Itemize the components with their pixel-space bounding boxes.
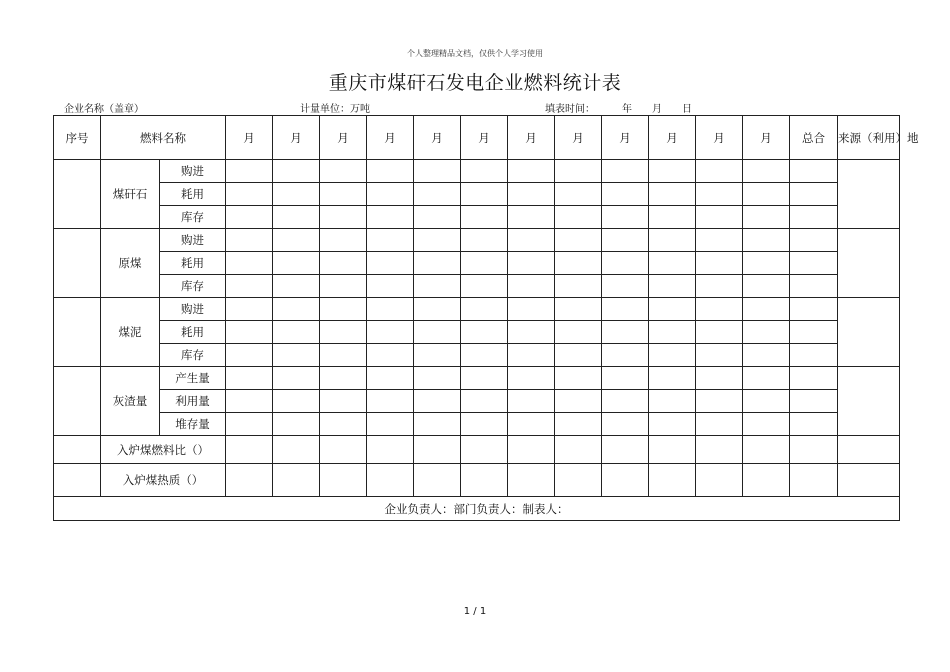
month-value-cell[interactable] — [226, 252, 273, 275]
month-value-cell[interactable] — [508, 160, 555, 183]
month-value-cell[interactable] — [273, 229, 320, 252]
month-value-cell[interactable] — [461, 206, 508, 229]
month-value-cell[interactable] — [508, 275, 555, 298]
table-row — [54, 252, 900, 275]
month-value-cell[interactable] — [649, 160, 696, 183]
month-value-cell[interactable] — [226, 183, 273, 206]
document-title: 重庆市煤矸石发电企业燃料统计表 — [328, 72, 622, 94]
month-value-cell[interactable] — [367, 413, 414, 436]
table-row — [54, 413, 900, 436]
month-value-cell[interactable] — [602, 436, 649, 464]
month-value-cell[interactable] — [743, 252, 790, 275]
header-month: 月 — [461, 116, 508, 160]
month-value-cell[interactable] — [226, 298, 273, 321]
month-value-cell[interactable] — [273, 367, 320, 390]
header-month: 月 — [367, 116, 414, 160]
month-value-cell[interactable] — [367, 206, 414, 229]
month-value-cell[interactable] — [649, 298, 696, 321]
header-fuel-name: 燃料名称 — [101, 116, 226, 160]
header-source: 来源（利用）地 — [838, 116, 900, 160]
month-value-cell[interactable] — [696, 390, 743, 413]
month-value-cell[interactable] — [555, 436, 602, 464]
fuel-sub-item: 库存 — [160, 206, 226, 229]
month-value-cell[interactable] — [555, 298, 602, 321]
header-month: 月 — [555, 116, 602, 160]
month-value-cell[interactable] — [555, 229, 602, 252]
month-value-cell[interactable] — [743, 206, 790, 229]
signature-line: 企业负责人：部门负责人：制表人： — [54, 497, 900, 521]
table-row — [54, 390, 900, 413]
month-value-cell[interactable] — [273, 160, 320, 183]
month-value-cell[interactable] — [320, 298, 367, 321]
fuel-sub-item: 购进 — [160, 160, 226, 183]
month-value-cell[interactable] — [320, 321, 367, 344]
month-value-cell[interactable] — [461, 298, 508, 321]
month-value-cell[interactable] — [696, 464, 743, 497]
month-label: 月 — [652, 104, 662, 115]
fuel-sub-item: 耗用 — [160, 252, 226, 275]
fuel-sub-item: 库存 — [160, 275, 226, 298]
month-value-cell[interactable] — [649, 229, 696, 252]
table-row — [54, 298, 900, 321]
total-cell[interactable] — [790, 436, 838, 464]
extra-row-label: 入炉煤热质（） — [101, 464, 226, 497]
watermark-text: 个人整理精品文档，仅供个人学习使用 — [407, 49, 543, 58]
month-value-cell[interactable] — [414, 413, 461, 436]
month-value-cell[interactable] — [414, 367, 461, 390]
month-value-cell[interactable] — [602, 275, 649, 298]
month-value-cell[interactable] — [461, 464, 508, 497]
seq-cell[interactable] — [54, 160, 101, 229]
month-value-cell[interactable] — [649, 436, 696, 464]
fuel-statistics-table — [53, 115, 919, 521]
source-cell[interactable] — [838, 298, 900, 367]
month-value-cell[interactable] — [696, 321, 743, 344]
table-row — [54, 436, 900, 464]
month-value-cell[interactable] — [414, 183, 461, 206]
month-value-cell[interactable] — [226, 321, 273, 344]
month-value-cell[interactable] — [226, 413, 273, 436]
month-value-cell[interactable] — [696, 298, 743, 321]
month-value-cell[interactable] — [273, 275, 320, 298]
total-cell[interactable] — [790, 321, 838, 344]
month-value-cell[interactable] — [226, 344, 273, 367]
month-value-cell[interactable] — [743, 464, 790, 497]
month-value-cell[interactable] — [367, 275, 414, 298]
day-label: 日 — [682, 104, 692, 115]
month-value-cell[interactable] — [555, 183, 602, 206]
month-value-cell[interactable] — [320, 413, 367, 436]
month-value-cell[interactable] — [367, 344, 414, 367]
month-value-cell[interactable] — [555, 206, 602, 229]
month-value-cell[interactable] — [414, 390, 461, 413]
month-value-cell[interactable] — [273, 413, 320, 436]
header-total: 总合 — [790, 116, 838, 160]
table-row — [54, 160, 900, 183]
month-value-cell[interactable] — [226, 464, 273, 497]
month-value-cell[interactable] — [461, 436, 508, 464]
month-value-cell[interactable] — [414, 464, 461, 497]
month-value-cell[interactable] — [602, 464, 649, 497]
month-value-cell[interactable] — [226, 436, 273, 464]
month-value-cell[interactable] — [602, 367, 649, 390]
month-value-cell[interactable] — [743, 183, 790, 206]
month-value-cell[interactable] — [320, 390, 367, 413]
month-value-cell[interactable] — [273, 344, 320, 367]
source-cell[interactable] — [838, 160, 900, 229]
fuel-sub-item: 购进 — [160, 229, 226, 252]
month-value-cell[interactable] — [696, 275, 743, 298]
fuel-sub-item: 产生量 — [160, 367, 226, 390]
month-value-cell[interactable] — [461, 413, 508, 436]
month-value-cell[interactable] — [555, 252, 602, 275]
fill-date-label: 填表时间： — [545, 104, 595, 115]
month-value-cell[interactable] — [273, 390, 320, 413]
total-cell[interactable] — [790, 298, 838, 321]
fuel-group-name: 煤矸石 — [101, 160, 160, 229]
company-name-label: 企业名称（盖章） — [64, 104, 144, 115]
month-value-cell[interactable] — [602, 206, 649, 229]
source-cell[interactable] — [838, 229, 900, 298]
month-value-cell[interactable] — [743, 321, 790, 344]
month-value-cell[interactable] — [743, 367, 790, 390]
month-value-cell[interactable] — [649, 275, 696, 298]
month-value-cell[interactable] — [273, 252, 320, 275]
fuel-sub-item: 购进 — [160, 298, 226, 321]
header-month: 月 — [320, 116, 367, 160]
month-value-cell[interactable] — [649, 464, 696, 497]
month-value-cell[interactable] — [508, 298, 555, 321]
month-value-cell[interactable] — [367, 229, 414, 252]
total-cell[interactable] — [790, 413, 838, 436]
source-cell[interactable] — [838, 367, 900, 436]
fuel-sub-item: 库存 — [160, 344, 226, 367]
fuel-group-name: 煤泥 — [101, 298, 160, 367]
month-value-cell[interactable] — [555, 160, 602, 183]
month-value-cell[interactable] — [649, 252, 696, 275]
month-value-cell[interactable] — [367, 183, 414, 206]
month-value-cell[interactable] — [414, 275, 461, 298]
month-value-cell[interactable] — [508, 367, 555, 390]
month-value-cell[interactable] — [273, 206, 320, 229]
table-row — [54, 275, 900, 298]
month-value-cell[interactable] — [226, 367, 273, 390]
month-value-cell[interactable] — [508, 183, 555, 206]
month-value-cell[interactable] — [320, 252, 367, 275]
month-value-cell[interactable] — [602, 390, 649, 413]
month-value-cell[interactable] — [508, 229, 555, 252]
header-month: 月 — [414, 116, 461, 160]
month-value-cell[interactable] — [320, 206, 367, 229]
extra-row-label: 入炉煤燃料比（） — [101, 436, 226, 464]
month-value-cell[interactable] — [696, 367, 743, 390]
month-value-cell[interactable] — [743, 160, 790, 183]
month-value-cell[interactable] — [226, 206, 273, 229]
seq-cell[interactable] — [54, 229, 101, 298]
month-value-cell[interactable] — [320, 160, 367, 183]
month-value-cell[interactable] — [508, 344, 555, 367]
month-value-cell[interactable] — [696, 183, 743, 206]
month-value-cell[interactable] — [555, 390, 602, 413]
month-value-cell[interactable] — [743, 275, 790, 298]
header-month: 月 — [743, 116, 790, 160]
total-cell[interactable] — [790, 229, 838, 252]
month-value-cell[interactable] — [414, 206, 461, 229]
header-month: 月 — [226, 116, 273, 160]
month-value-cell[interactable] — [367, 321, 414, 344]
month-value-cell[interactable] — [414, 344, 461, 367]
month-value-cell[interactable] — [320, 464, 367, 497]
header-row — [54, 116, 900, 160]
total-cell[interactable] — [790, 390, 838, 413]
month-value-cell[interactable] — [320, 229, 367, 252]
month-value-cell[interactable] — [696, 252, 743, 275]
month-value-cell[interactable] — [273, 464, 320, 497]
month-value-cell[interactable] — [508, 390, 555, 413]
month-value-cell[interactable] — [273, 436, 320, 464]
month-value-cell[interactable] — [696, 160, 743, 183]
month-value-cell[interactable] — [743, 413, 790, 436]
table-row — [54, 321, 900, 344]
month-value-cell[interactable] — [649, 390, 696, 413]
month-value-cell[interactable] — [414, 298, 461, 321]
month-value-cell[interactable] — [555, 367, 602, 390]
table-row — [54, 183, 900, 206]
header-month: 月 — [508, 116, 555, 160]
month-value-cell[interactable] — [367, 464, 414, 497]
month-value-cell[interactable] — [602, 298, 649, 321]
total-cell[interactable] — [790, 367, 838, 390]
month-value-cell[interactable] — [602, 344, 649, 367]
month-value-cell[interactable] — [743, 390, 790, 413]
month-value-cell[interactable] — [555, 464, 602, 497]
month-value-cell[interactable] — [649, 344, 696, 367]
month-value-cell[interactable] — [461, 321, 508, 344]
month-value-cell[interactable] — [508, 413, 555, 436]
fuel-sub-item: 耗用 — [160, 183, 226, 206]
month-value-cell[interactable] — [461, 252, 508, 275]
month-value-cell[interactable] — [649, 183, 696, 206]
header-seq: 序号 — [54, 116, 101, 160]
month-value-cell[interactable] — [508, 464, 555, 497]
header-month: 月 — [273, 116, 320, 160]
table-row — [54, 464, 900, 497]
month-value-cell[interactable] — [367, 436, 414, 464]
month-value-cell[interactable] — [414, 229, 461, 252]
seq-cell[interactable] — [54, 436, 101, 464]
month-value-cell[interactable] — [602, 413, 649, 436]
total-cell[interactable] — [790, 206, 838, 229]
month-value-cell[interactable] — [602, 183, 649, 206]
month-value-cell[interactable] — [743, 344, 790, 367]
month-value-cell[interactable] — [508, 321, 555, 344]
month-value-cell[interactable] — [320, 436, 367, 464]
fuel-sub-item: 堆存量 — [160, 413, 226, 436]
month-value-cell[interactable] — [461, 229, 508, 252]
month-value-cell[interactable] — [461, 390, 508, 413]
month-value-cell[interactable] — [414, 160, 461, 183]
month-value-cell[interactable] — [320, 275, 367, 298]
month-value-cell[interactable] — [649, 413, 696, 436]
table-row — [54, 367, 900, 390]
month-value-cell[interactable] — [461, 275, 508, 298]
month-value-cell[interactable] — [226, 160, 273, 183]
total-cell[interactable] — [790, 183, 838, 206]
month-value-cell[interactable] — [461, 183, 508, 206]
month-value-cell[interactable] — [696, 206, 743, 229]
month-value-cell[interactable] — [555, 344, 602, 367]
header-month: 月 — [649, 116, 696, 160]
seq-cell[interactable] — [54, 367, 101, 436]
month-value-cell[interactable] — [508, 252, 555, 275]
total-cell[interactable] — [790, 275, 838, 298]
fuel-sub-item: 利用量 — [160, 390, 226, 413]
header-month: 月 — [696, 116, 743, 160]
month-value-cell[interactable] — [367, 390, 414, 413]
signature-row — [54, 497, 900, 521]
month-value-cell[interactable] — [320, 367, 367, 390]
year-label: 年 — [622, 104, 632, 115]
month-value-cell[interactable] — [743, 229, 790, 252]
table-row — [54, 229, 900, 252]
month-value-cell[interactable] — [508, 206, 555, 229]
month-value-cell[interactable] — [367, 298, 414, 321]
seq-cell[interactable] — [54, 464, 101, 497]
table-row — [54, 206, 900, 229]
seq-cell[interactable] — [54, 298, 101, 367]
month-value-cell[interactable] — [602, 321, 649, 344]
month-value-cell[interactable] — [696, 344, 743, 367]
month-value-cell[interactable] — [602, 160, 649, 183]
month-value-cell[interactable] — [696, 436, 743, 464]
month-value-cell[interactable] — [273, 321, 320, 344]
month-value-cell[interactable] — [273, 183, 320, 206]
month-value-cell[interactable] — [367, 367, 414, 390]
month-value-cell[interactable] — [226, 390, 273, 413]
month-value-cell[interactable] — [696, 229, 743, 252]
month-value-cell[interactable] — [414, 436, 461, 464]
total-cell[interactable] — [790, 464, 838, 497]
total-cell[interactable] — [790, 252, 838, 275]
total-cell[interactable] — [790, 160, 838, 183]
month-value-cell[interactable] — [320, 183, 367, 206]
total-cell[interactable] — [790, 344, 838, 367]
month-value-cell[interactable] — [649, 206, 696, 229]
fuel-group-name: 原煤 — [101, 229, 160, 298]
month-value-cell[interactable] — [367, 252, 414, 275]
fuel-group-name: 灰渣量 — [101, 367, 160, 436]
month-value-cell[interactable] — [273, 298, 320, 321]
month-value-cell[interactable] — [649, 367, 696, 390]
month-value-cell[interactable] — [602, 252, 649, 275]
table-row — [54, 344, 900, 367]
month-value-cell[interactable] — [226, 275, 273, 298]
month-value-cell[interactable] — [226, 229, 273, 252]
month-value-cell[interactable] — [696, 413, 743, 436]
header-month: 月 — [602, 116, 649, 160]
month-value-cell[interactable] — [461, 367, 508, 390]
month-value-cell[interactable] — [320, 344, 367, 367]
source-cell[interactable] — [838, 464, 900, 497]
month-value-cell[interactable] — [555, 413, 602, 436]
unit-label: 计量单位：万吨 — [300, 104, 370, 115]
month-value-cell[interactable] — [414, 252, 461, 275]
page-number: 1 / 1 — [463, 606, 487, 617]
month-value-cell[interactable] — [743, 436, 790, 464]
month-value-cell[interactable] — [743, 298, 790, 321]
month-value-cell[interactable] — [367, 160, 414, 183]
fuel-sub-item: 耗用 — [160, 321, 226, 344]
month-value-cell[interactable] — [461, 160, 508, 183]
month-value-cell[interactable] — [414, 321, 461, 344]
month-value-cell[interactable] — [508, 436, 555, 464]
month-value-cell[interactable] — [555, 321, 602, 344]
month-value-cell[interactable] — [602, 229, 649, 252]
month-value-cell[interactable] — [649, 321, 696, 344]
month-value-cell[interactable] — [555, 275, 602, 298]
source-cell[interactable] — [838, 436, 900, 464]
month-value-cell[interactable] — [461, 344, 508, 367]
